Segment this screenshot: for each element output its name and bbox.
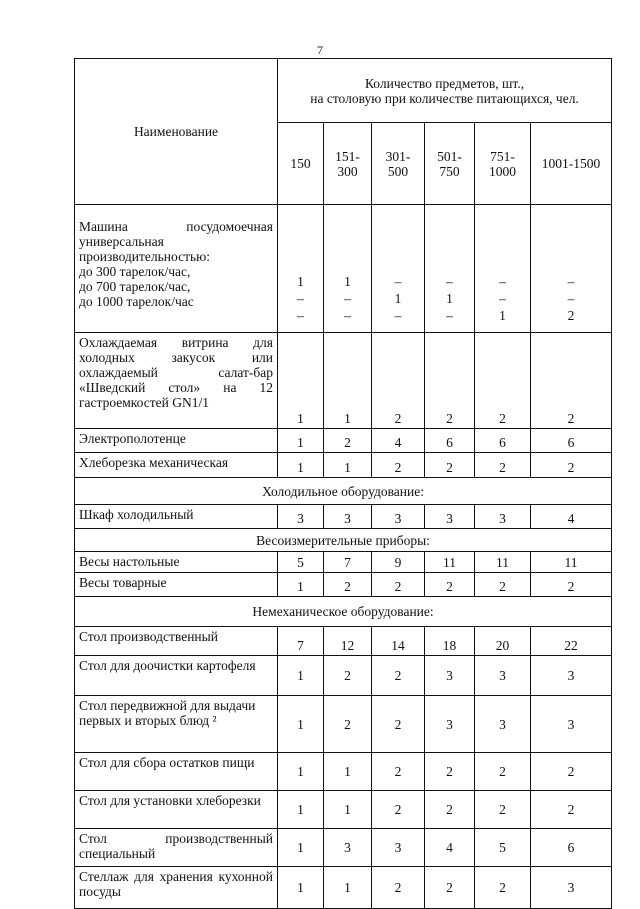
dishwasher-values-col-2 [372, 205, 425, 333]
row-value: 3 [425, 696, 475, 753]
section-row [75, 597, 612, 627]
section-title: Весоизмерительные приборы: [75, 529, 612, 552]
row-value: 2 [531, 753, 612, 791]
row-name: Стол производственный специальный [75, 829, 278, 867]
row-value: 2 [324, 696, 372, 753]
dishwasher-value: – [394, 274, 402, 289]
row-value: 3 [278, 505, 324, 529]
row-value: 1 [324, 333, 372, 429]
row-value: 3 [531, 656, 612, 696]
row-name: Стол для сбора остатков пищи [75, 753, 278, 791]
table-row [75, 552, 612, 573]
row-value: 2 [372, 696, 425, 753]
row-value: 3 [531, 867, 612, 909]
row-value: 7 [278, 627, 324, 656]
row-value: 2 [531, 791, 612, 829]
table-row [75, 627, 612, 656]
row-value: 12 [324, 627, 372, 656]
dishwasher-values-col-1 [324, 205, 372, 333]
dishwasher-sub-2: до 700 тарелок/час, [79, 279, 191, 294]
dishwasher-sub-3: до 1000 тарелок/час [79, 294, 194, 309]
dishwasher-value: 1 [344, 274, 351, 289]
header-quantity-line1: Количество предметов, шт., [364, 75, 525, 91]
table-row [75, 829, 612, 867]
row-name: Стол передвижной для выдачи первых и вторых блюд ² [75, 696, 278, 753]
row-name: Весы настольные [75, 552, 278, 573]
row-value: 1 [278, 753, 324, 791]
row-value: 1 [324, 791, 372, 829]
dishwasher-value: 1 [499, 308, 506, 323]
row-value: 1 [278, 656, 324, 696]
dishwasher-value: 1 [297, 274, 304, 289]
row-value: 1 [278, 867, 324, 909]
row-value: 2 [324, 429, 372, 453]
row-value: 2 [425, 333, 475, 429]
row-name: Хлеборезка механическая [75, 453, 278, 478]
row-value: 2 [425, 753, 475, 791]
header-name: Наименование [75, 59, 278, 205]
row-value: 3 [425, 505, 475, 529]
table-row [75, 656, 612, 696]
table-row [75, 867, 612, 909]
row-value: 2 [531, 333, 612, 429]
row-name: Электрополотенце [75, 429, 278, 453]
row-value: 3 [372, 505, 425, 529]
column-header-2: 301- 500 [372, 123, 425, 205]
row-value: 4 [372, 429, 425, 453]
row-value: 2 [475, 791, 531, 829]
row-value: 1 [278, 573, 324, 597]
dishwasher-values-col-3 [425, 205, 475, 333]
row-value: 1 [278, 829, 324, 867]
row-value: 6 [531, 429, 612, 453]
row-value: 2 [372, 656, 425, 696]
row-value: 11 [475, 552, 531, 573]
equipment-table [74, 58, 612, 909]
header-quantity [278, 59, 612, 123]
row-value: 3 [475, 656, 531, 696]
row-value: 1 [278, 333, 324, 429]
row-value: 1 [324, 867, 372, 909]
row-value: 2 [372, 333, 425, 429]
table-row [75, 791, 612, 829]
column-header-1: 151- 300 [324, 123, 372, 205]
table-row [75, 573, 612, 597]
dishwasher-name [75, 205, 278, 333]
row-value: 1 [278, 429, 324, 453]
dishwasher-title-line1: Машина посудомоечная [79, 219, 273, 234]
row-value: 2 [475, 333, 531, 429]
dishwasher-title-line3: производительностью: [79, 249, 210, 264]
dishwasher-value: – [344, 308, 351, 323]
row-name: Стол для установки хлеборезки [75, 791, 278, 829]
row-value: 9 [372, 552, 425, 573]
row-name: Стол для доочистки картофеля [75, 656, 278, 696]
row-value: 3 [531, 696, 612, 753]
row-value: 3 [475, 696, 531, 753]
dishwasher-value: – [446, 274, 453, 289]
row-value: 2 [531, 573, 612, 597]
row-value: 2 [425, 867, 475, 909]
dishwasher-value: – [297, 308, 304, 323]
dishwasher-value: – [446, 308, 453, 323]
row-value: 2 [372, 791, 425, 829]
header-quantity-line2: на столовую при количестве питающихся, чел. [310, 90, 579, 106]
row-value: 14 [372, 627, 425, 656]
row-value: 3 [372, 829, 425, 867]
row-value: 2 [425, 453, 475, 478]
table-row [75, 696, 612, 753]
row-value: 2 [531, 453, 612, 478]
section-title: Холодильное оборудование: [75, 478, 612, 505]
table-row [75, 505, 612, 529]
dishwasher-value: 1 [394, 291, 402, 306]
row-value: 2 [372, 867, 425, 909]
row-value: 2 [324, 656, 372, 696]
row-value: 2 [475, 753, 531, 791]
column-header-0: 150 [278, 123, 324, 205]
table-row [75, 333, 612, 429]
row-value: 2 [425, 573, 475, 597]
dishwasher-value: 2 [567, 308, 575, 323]
row-value: 1 [324, 753, 372, 791]
row-value: 7 [324, 552, 372, 573]
row-value: 4 [531, 505, 612, 529]
row-value: 3 [475, 505, 531, 529]
section-title: Немеханическое оборудование: [75, 597, 612, 627]
column-header-3: 501- 750 [425, 123, 475, 205]
section-row [75, 478, 612, 505]
row-value: 1 [324, 453, 372, 478]
row-value: 1 [278, 696, 324, 753]
row-name: Стеллаж для хранения кухонной посуды [75, 867, 278, 909]
row-name: Шкаф холодильный [75, 505, 278, 529]
row-value: 2 [475, 453, 531, 478]
row-value: 5 [475, 829, 531, 867]
dishwasher-values-col-0 [278, 205, 324, 333]
row-value: 22 [531, 627, 612, 656]
row-name: Весы товарные [75, 573, 278, 597]
dishwasher-value: – [394, 308, 402, 323]
dishwasher-value: – [297, 291, 304, 306]
row-value: 18 [425, 627, 475, 656]
dishwasher-value: 1 [446, 291, 453, 306]
row-value: 2 [372, 573, 425, 597]
row-value: 6 [425, 429, 475, 453]
dishwasher-row [75, 205, 612, 333]
row-value: 3 [324, 829, 372, 867]
row-value: 6 [531, 829, 612, 867]
row-value: 2 [475, 573, 531, 597]
row-value: 2 [324, 573, 372, 597]
row-value: 5 [278, 552, 324, 573]
row-value: 3 [425, 656, 475, 696]
column-header-4: 751- 1000 [475, 123, 531, 205]
dishwasher-value: – [499, 274, 506, 289]
column-header-5: 1001-1500 [531, 123, 612, 205]
row-value: 1 [278, 453, 324, 478]
row-value: 11 [425, 552, 475, 573]
table-body [75, 205, 612, 909]
dishwasher-value: – [567, 291, 575, 306]
dishwasher-title-line2: универсальная [79, 234, 164, 249]
row-value: 1 [278, 791, 324, 829]
row-name: Стол производственный [75, 627, 278, 656]
row-value: 6 [475, 429, 531, 453]
row-value: 3 [324, 505, 372, 529]
page-number: 7 [317, 43, 323, 57]
row-value: 2 [372, 753, 425, 791]
section-row [75, 529, 612, 552]
dishwasher-values-col-5 [531, 205, 612, 333]
table-row [75, 429, 612, 453]
table-row [75, 753, 612, 791]
row-name: Охлаждаемая витрина для холодных закусок или охлаждаемый салат-бар «Шведский стол» на 12 гастроемкостей GN1/1 [75, 333, 278, 429]
dishwasher-value: – [567, 274, 575, 289]
dishwasher-sub-1: до 300 тарелок/час, [79, 264, 191, 279]
row-value: 20 [475, 627, 531, 656]
row-value: 4 [425, 829, 475, 867]
dishwasher-value: – [344, 291, 351, 306]
table-row [75, 453, 612, 478]
row-value: 2 [372, 453, 425, 478]
row-value: 2 [425, 791, 475, 829]
row-value: 2 [475, 867, 531, 909]
row-value: 11 [531, 552, 612, 573]
dishwasher-value: – [499, 291, 506, 306]
dishwasher-values-col-4 [475, 205, 531, 333]
